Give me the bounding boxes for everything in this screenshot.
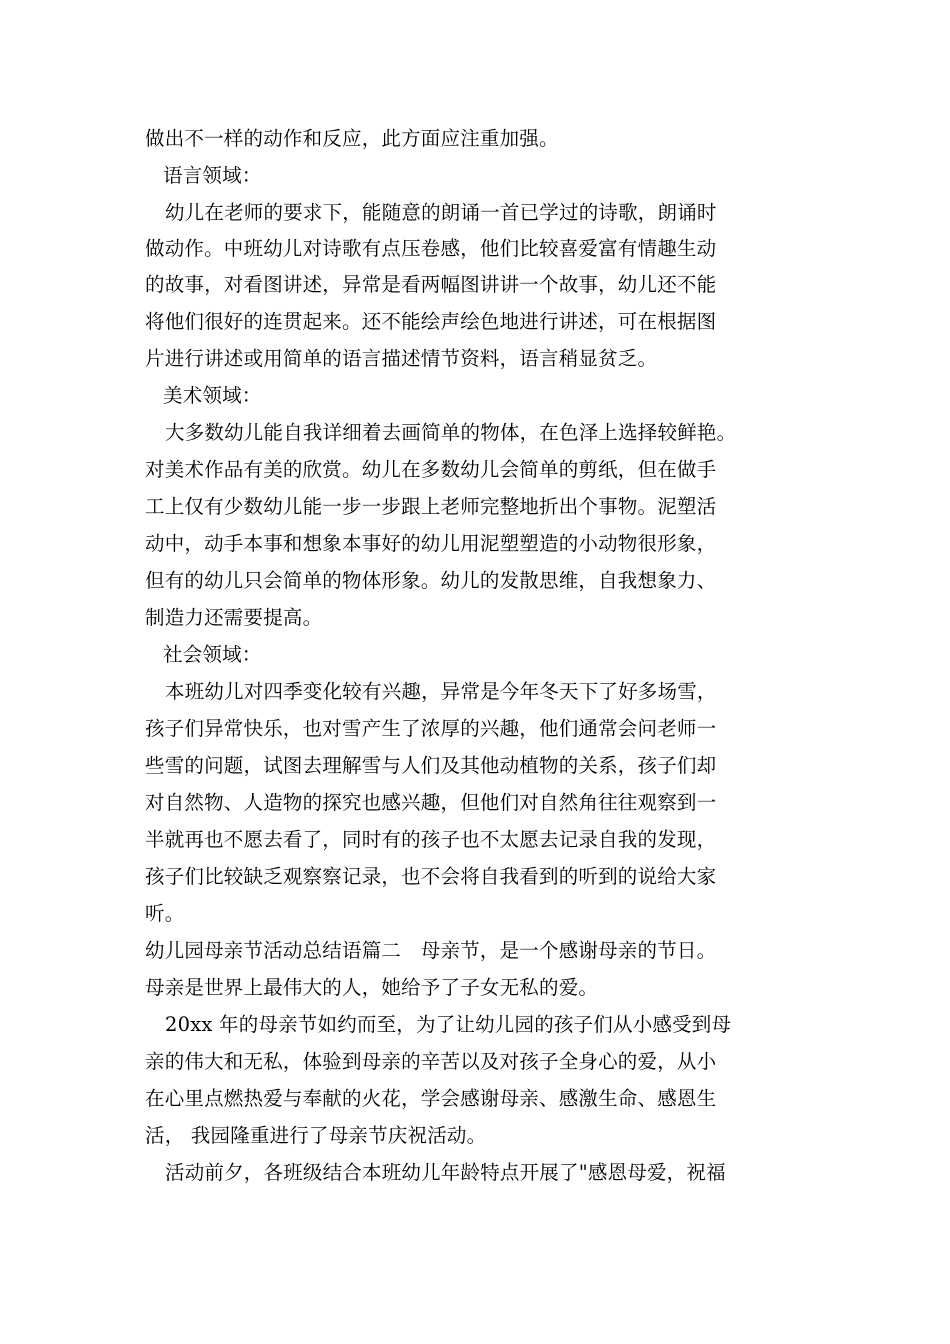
paragraph-line: 片进行讲述或用简单的语言描述情节资料，语言稍显贫乏。 bbox=[145, 347, 658, 370]
section-heading-social: 社会领域： bbox=[163, 643, 262, 666]
paragraph-line: 幼儿在老师的要求下，能随意的朗诵一首已学过的诗歌，朗诵时 bbox=[165, 201, 717, 224]
paragraph-line: 对自然物、人造物的探究也感兴趣，但他们对自然角往往观察到一 bbox=[145, 791, 717, 814]
paragraph-line: 将他们很好的连贯起来。还不能绘声绘色地进行讲述，可在根据图 bbox=[145, 310, 717, 333]
paragraph-line: 但有的幼儿只会简单的物体形象。幼儿的发散思维，自我想象力、 bbox=[145, 569, 717, 592]
paragraph-line: 孩子们异常快乐，也对雪产生了浓厚的兴趣，他们通常会问老师一 bbox=[145, 717, 717, 740]
paragraph-line: 对美术作品有美的欣赏。幼儿在多数幼儿会简单的剪纸，但在做手 bbox=[145, 458, 717, 481]
paragraph-line: 活， 我园隆重进行了母亲节庆祝活动。 bbox=[145, 1124, 487, 1147]
paragraph-line: 20xx 年的母亲节如约而至，为了让幼儿园的孩子们从小感受到母 bbox=[165, 1013, 732, 1036]
paragraph-line: 做动作。中班幼儿对诗歌有点压卷感，他们比较喜爱富有情趣生动 bbox=[145, 237, 717, 260]
section-heading-language: 语言领域： bbox=[163, 164, 262, 187]
paragraph-line: 孩子们比较缺乏观察察记录，也不会将自我看到的听到的说给大家 bbox=[145, 865, 717, 888]
paragraph-line: 些雪的问题，试图去理解雪与人们及其他动植物的关系，孩子们却 bbox=[145, 754, 717, 777]
paragraph-line: 在心里点燃热爱与奉献的火花，学会感谢母亲、感激生命、感恩生 bbox=[145, 1087, 717, 1110]
paragraph-line: 活动前夕，各班级结合本班幼儿年龄特点开展了"感恩母爱，祝福 bbox=[165, 1161, 726, 1184]
paragraph-line: 做出不一样的动作和反应，此方面应注重加强。 bbox=[145, 127, 559, 150]
paragraph-line: 动中，动手本事和想象本事好的幼儿用泥塑塑造的小动物很形象， bbox=[145, 532, 717, 555]
paragraph-line: 亲的伟大和无私，体验到母亲的辛苦以及对孩子全身心的爱，从小 bbox=[145, 1050, 717, 1073]
paragraph-line: 的故事，对看图讲述，异常是看两幅图讲讲一个故事，幼儿还不能 bbox=[145, 273, 717, 296]
paragraph-line: 半就再也不愿去看了，同时有的孩子也不太愿去记录自我的发现， bbox=[145, 828, 717, 851]
paragraph-line: 母亲是世界上最伟大的人，她给予了子女无私的爱。 bbox=[145, 976, 599, 999]
paragraph-line: 大多数幼儿能自我详细着去画简单的物体，在色泽上选择较鲜艳。 bbox=[165, 421, 737, 444]
paragraph-line: 本班幼儿对四季变化较有兴趣，异常是今年冬天下了好多场雪， bbox=[165, 680, 717, 703]
paragraph-line: 听。 bbox=[145, 902, 185, 925]
paragraph-line: 制造力还需要提高。 bbox=[145, 606, 323, 629]
section-heading-art: 美术领域： bbox=[163, 384, 262, 407]
article-title-line: 幼儿园母亲节活动总结语篇二 母亲节，是一个感谢母亲的节日。 bbox=[145, 939, 717, 962]
paragraph-line: 工上仅有少数幼儿能一步一步跟上老师完整地折出个事物。泥塑活 bbox=[145, 495, 717, 518]
